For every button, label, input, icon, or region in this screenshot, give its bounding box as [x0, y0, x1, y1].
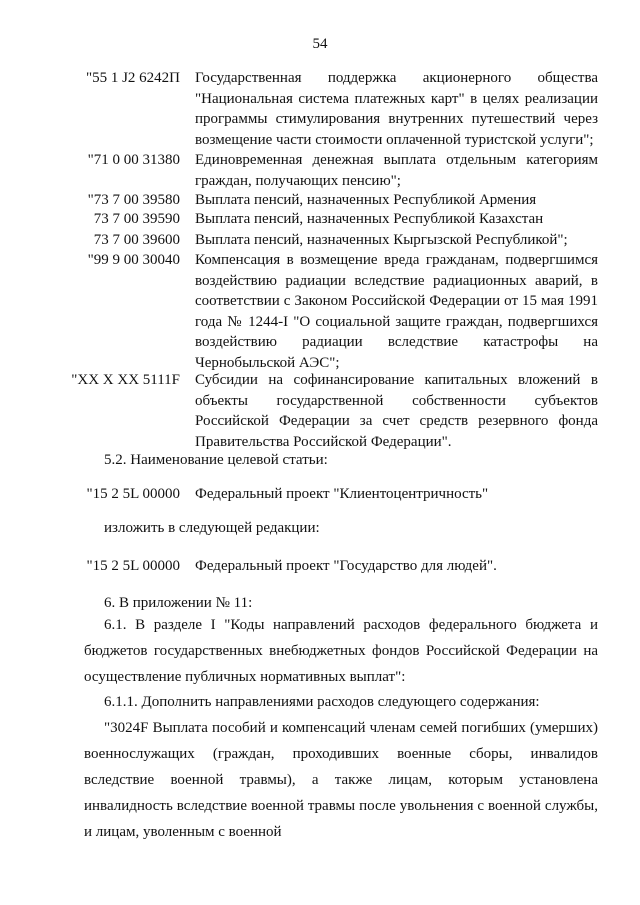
entry-text: Выплата пенсий, назначенных Республикой Казахстан — [195, 211, 544, 227]
entry-text: Государственная поддержка акционерного общества "Национальная система платежных карт" в целях реализации программы стимулирования внутренних путешествий через возмещение части стоимости оплаченной туристской услуги"; — [195, 70, 598, 148]
section-5-2-heading: 5.2. Наименование целевой статьи: — [104, 452, 328, 468]
entry-text: Единовременная денежная выплата отдельным категориям граждан, получающих пенсию"; — [195, 152, 598, 189]
page-number: 54 — [312, 36, 328, 52]
entry-code: 73 7 00 39600 — [93, 232, 180, 248]
section-6-heading: 6. В приложении № 11: — [104, 595, 253, 611]
entry-code: "XX X XX 5111F — [71, 372, 180, 388]
entry-code: "15 2 5L 00000 — [86, 486, 180, 502]
entry-text: Федеральный проект "Клиентоцентричность" — [195, 486, 489, 502]
entry-code: "99 9 00 30040 — [87, 252, 180, 268]
entry-text: Выплата пенсий, назначенных Республикой Армения — [195, 192, 537, 208]
entry-code: "73 7 00 39580 — [87, 192, 180, 208]
entry-text: Федеральный проект "Государство для людей". — [195, 558, 497, 574]
entry-text: Выплата пенсий, назначенных Кыргызской Республикой"; — [195, 232, 568, 248]
entry-code: "71 0 00 31380 — [87, 152, 180, 168]
entry-code: "15 2 5L 00000 — [86, 558, 180, 574]
entry-text: Компенсация в возмещение вреда гражданам, подвергшимся воздействию радиации вследствие радиационных аварий, в соответствии с Законом Российской Федерации от 15 мая 1991 года № 1244-I "О социальной защите граждан, подвергшихся воздействию радиации вследствие катастрофы на Чернобыльской АЭС"; — [195, 252, 598, 371]
redaction-note: изложить в следующей редакции: — [104, 520, 320, 536]
entry-code: 73 7 00 39590 — [93, 211, 180, 227]
entry-text: Субсидии на софинансирование капитальных вложений в объекты государственной собственности субъектов Российской Федерации за счет средств резервного фонда Правительства Российской Федерации". — [195, 372, 598, 450]
section-3024F-paragraph: "3024F Выплата пособий и компенсаций членам семей погибших (умерших) военнослужащих (граждан, проходивших военные сборы, инвалидов вследствие военной травмы), а также лицам, которым установлена инвалидность вследствие военной травмы после увольнения с военной службы, и лицам, уволенным с военной — [84, 720, 598, 840]
section-6-1-1-heading: 6.1.1. Дополнить направлениями расходов следующего содержания: — [104, 694, 540, 710]
section-6-1-paragraph: 6.1. В разделе I "Коды направлений расходов федерального бюджета и бюджетов государственных внебюджетных фондов Российской Федерации на осуществление публичных нормативных выплат": — [84, 617, 598, 685]
entry-code: "55 1 J2 6242П — [85, 70, 180, 86]
